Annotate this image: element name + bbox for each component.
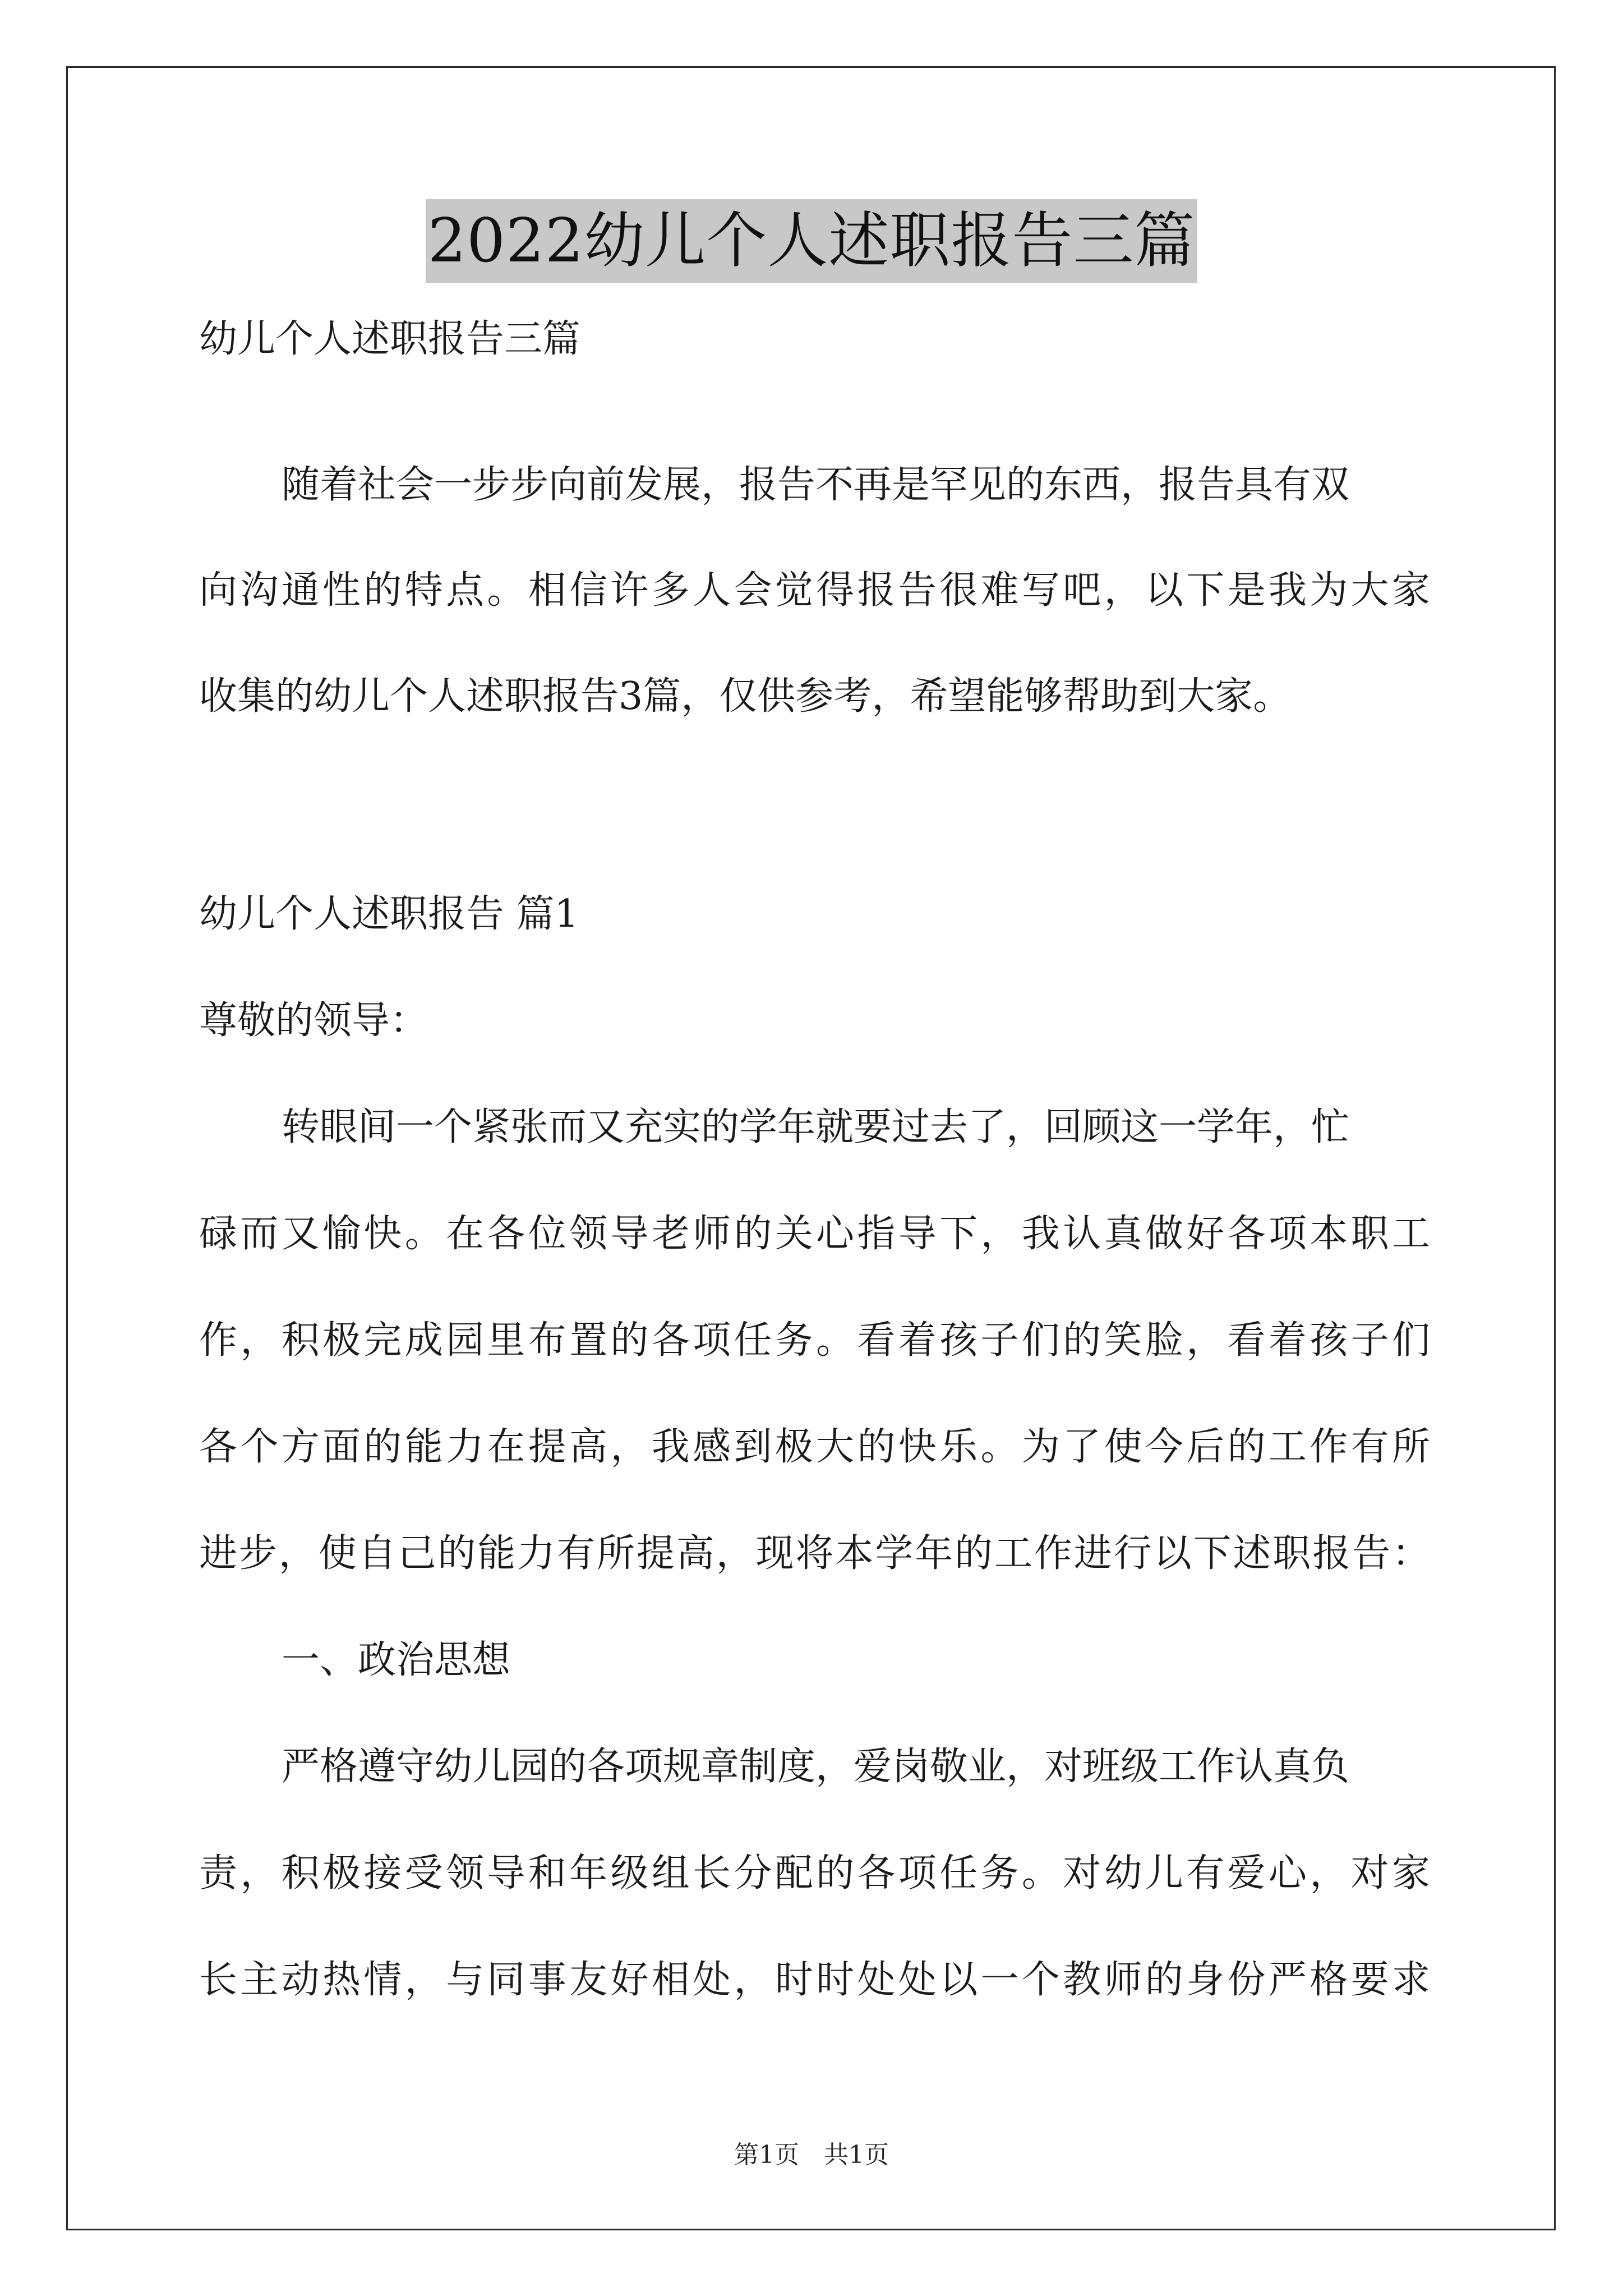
document-subtitle: 幼儿个人述职报告三篇 <box>199 317 581 361</box>
para2-line-2: 责，积极接受领导和年级组长分配的各项任务。对幼儿有爱心，对家 <box>199 1851 1430 1895</box>
para1-line-2: 碌而又愉快。在各位领导老师的关心指导下，我认真做好各项本职工 <box>199 1212 1430 1256</box>
para2-line-3: 长主动热情，与同事友好相处，时时处处以一个教师的身份严格要求 <box>199 1958 1430 2002</box>
intro-line-3: 收集的幼儿个人述职报告3篇，仅供参考，希望能够帮助到大家。 <box>199 674 1292 719</box>
para1-line-3: 作，积极完成园里布置的各项任务。看着孩子们的笑脸，看着孩子们 <box>199 1318 1430 1363</box>
page-footer: 第1页 共1页 <box>734 2141 889 2169</box>
subheading-political: 一、政治思想 <box>282 1638 511 1682</box>
document-title: 2022幼儿个人述职报告三篇 <box>426 199 1198 283</box>
para2-line-1: 严格遵守幼儿园的各项规章制度，爱岗敬业，对班级工作认真负 <box>282 1745 1350 1789</box>
salutation: 尊敬的领导： <box>199 999 428 1043</box>
para1-line-4: 各个方面的能力在提高，我感到极大的快乐。为了使今后的工作有所 <box>199 1425 1430 1469</box>
intro-line-1: 随着社会一步步向前发展，报告不再是罕见的东西，报告具有双 <box>282 463 1350 507</box>
para1-line-5: 进步，使自己的能力有所提高，现将本学年的工作进行以下述职报告： <box>199 1531 1430 1576</box>
para1-line-1: 转眼间一个紧张而又充实的学年就要过去了，回顾这一学年，忙 <box>282 1105 1350 1149</box>
section-heading: 幼儿个人述职报告 篇1 <box>199 892 579 936</box>
intro-line-2: 向沟通性的特点。相信许多人会觉得报告很难写吧，以下是我为大家 <box>199 568 1430 613</box>
title-container <box>0 199 1623 283</box>
